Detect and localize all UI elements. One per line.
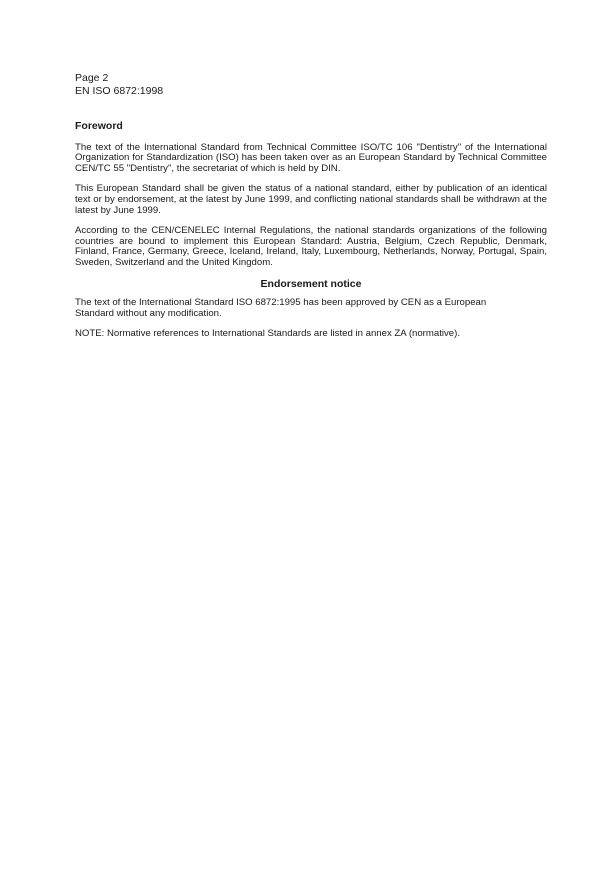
foreword-heading: Foreword <box>75 120 123 132</box>
document-body <box>75 121 547 350</box>
endorsement-heading: Endorsement notice <box>260 277 362 290</box>
page-header <box>75 72 163 98</box>
normative-note: NOTE: Normative references to International Standards are listed in annex ZA (normative). <box>75 328 460 340</box>
endorsement-paragraph: The text of the International Standard ISO 6872:1995 has been approved by CEN as a European Standard without any modification. <box>75 297 487 319</box>
page-number: Page 2 <box>75 72 109 84</box>
foreword-paragraph-1: The text of the International Standard from Technical Committee ISO/TC 106 "Dentistry" of the International Organization for Standardization (ISO) has been taken over as an European Standard by Technical Committee CEN/TC 55 "Dentistry", the secretariat of which is held by DIN. <box>75 141 547 174</box>
foreword-paragraph-2: This European Standard shall be given the status of a national standard, either by publication of an identical text or by endorsement, at the latest by June 1999, and conflicting national standards shall be withdrawn at the latest by June 1999. <box>75 183 547 216</box>
standard-identifier: EN ISO 6872:1998 <box>75 85 164 97</box>
foreword-paragraph-3: According to the CEN/CENELEC Internal Regulations, the national standards organizations of the following countries are bound to implement this European Standard: Austria, Belgium, Czech Republic, Denmark, Finland, France, Germany, Greece, Iceland, Ireland, Italy, Luxembourg, Netherlands, Norway, Portugal, Spain, Sweden, Switzerland and the United Kingdom. <box>75 225 547 268</box>
